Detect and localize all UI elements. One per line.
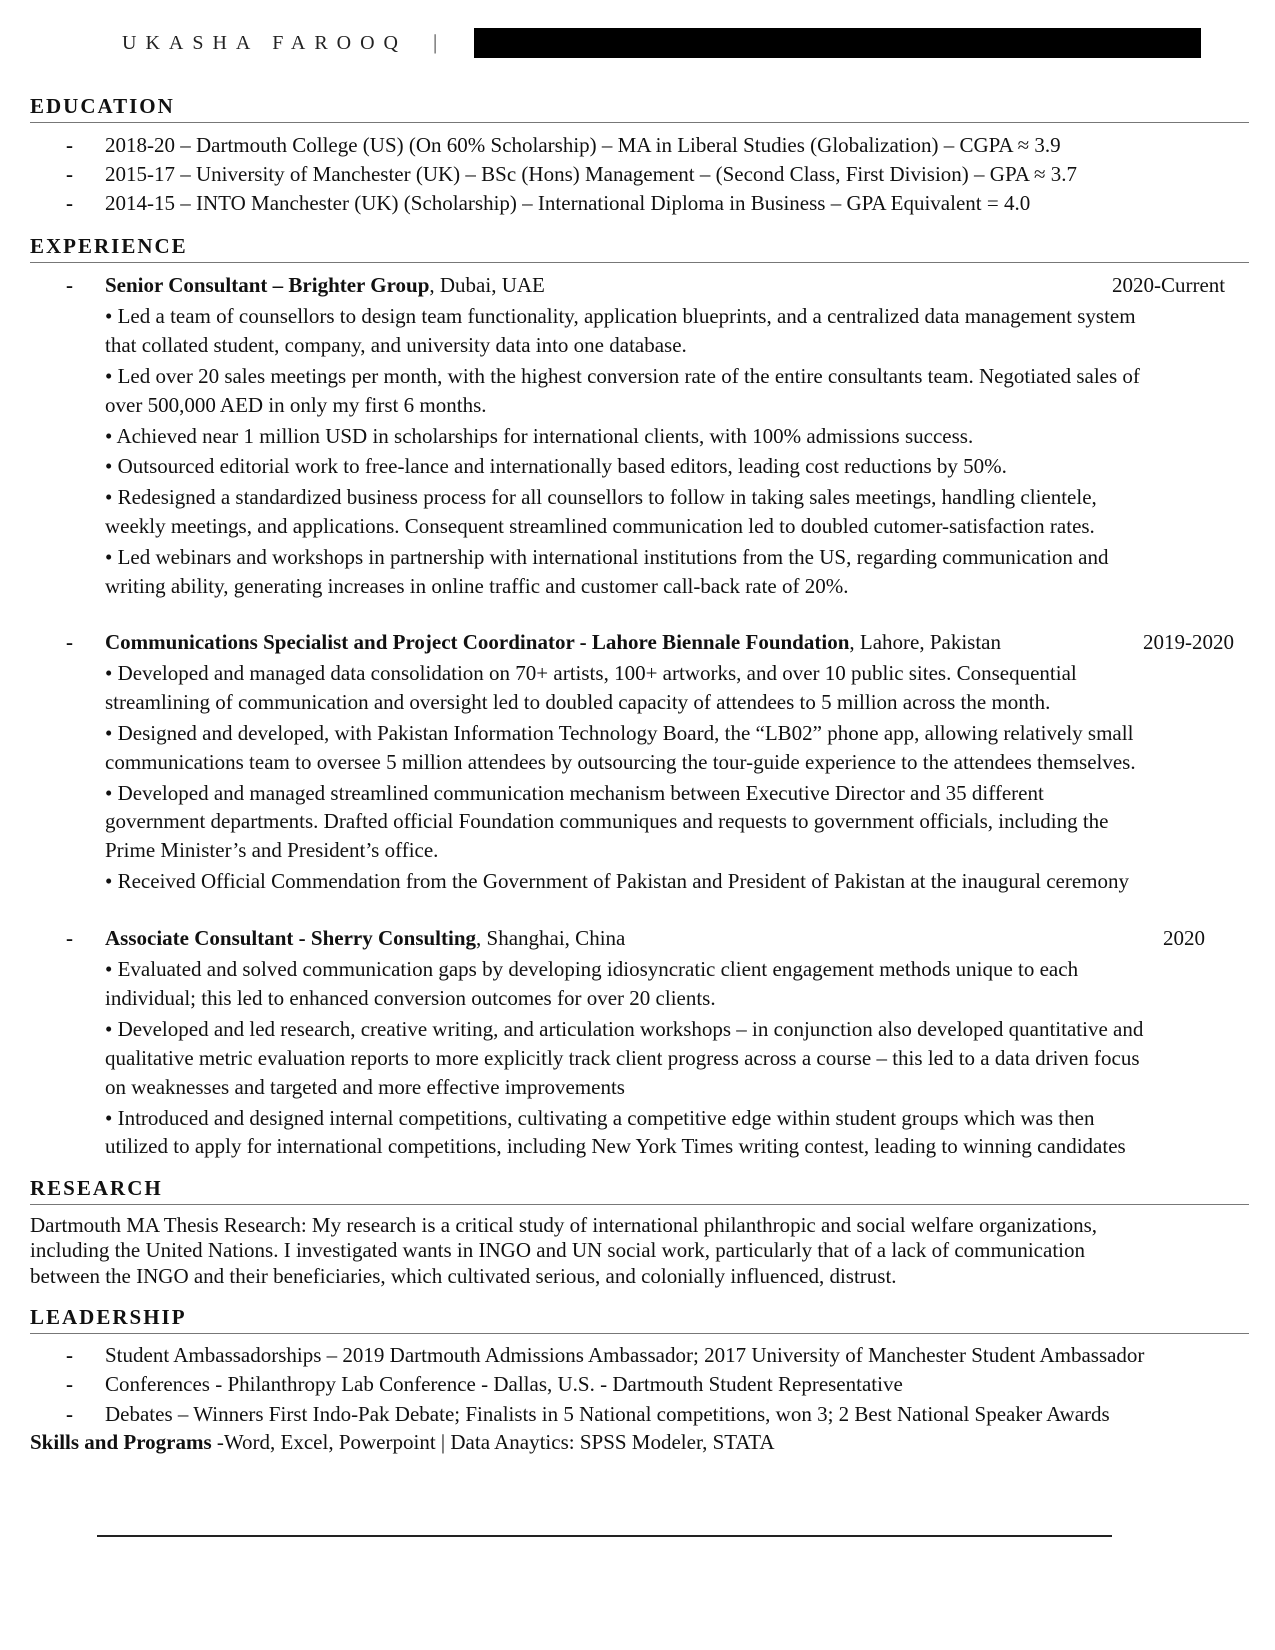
job-detail-line: • Led over 20 sales meetings per month, with the highest conversion rate of the entire consultants team. Negotiated sales of [105,364,1140,388]
dash-marker: - [66,630,73,654]
job-location: , Shanghai, China [476,926,626,950]
job-detail-line: that collated student, company, and university data into one database. [105,333,687,357]
job-detail-line: • Led webinars and workshops in partnership with international institutions from the US, regarding communication and [105,545,1109,569]
dash-marker: - [66,273,73,297]
research-line: between the INGO and their beneficiaries, which cultivated serious, and colonially influenced, distrust. [30,1264,897,1288]
job-detail-line: • Designed and developed, with Pakistan Information Technology Board, the “LB02” phone app, allowing relatively small [105,721,1134,745]
skills-text: -Word, Excel, Powerpoint | Data Anaytics: SPSS Modeler, STATA [211,1430,775,1454]
job-detail-line: • Developed and managed data consolidation on 70+ artists, 100+ artworks, and over 10 public sites. Consequential [105,661,1077,685]
header-separator: | [433,30,438,54]
job-detail-line: • Evaluated and solved communication gaps by developing idiosyncratic client engagement methods unique to each [105,957,1079,981]
job-title-line [105,627,1001,657]
job-location: , Lahore, Pakistan [849,630,1001,654]
skills-line [30,1427,1250,1457]
dash-marker: - [66,926,73,950]
job-detail-line: on weaknesses and targeted and more effective improvements [105,1075,625,1099]
job-date: 2020-Current [1112,273,1226,297]
job-title-line [105,270,545,300]
dash-marker: - [66,1343,73,1367]
job-title: Communications Specialist and Project Coordinator - Lahore Biennale Foundation [105,630,850,654]
section-heading-research: RESEARCH [30,1176,1249,1205]
job-detail-line: government departments. Drafted official Foundation communiques and requests to government officials, including the [105,809,1109,833]
dash-marker: - [66,1402,73,1426]
research-line: Dartmouth MA Thesis Research: My research is a critical study of international philanthropic and social welfare organizations, [30,1213,1097,1237]
candidate-name: UKASHA FAROOQ [122,32,407,54]
redacted-contact-bar [474,28,1201,58]
job-detail-line: individual; this led to enhanced conversion outcomes for over 20 clients. [105,986,716,1010]
job-detail-line: • Outsourced editorial work to free-lance and internationally based editors, leading cost reductions by 50%. [105,454,1007,478]
job-detail-line: qualitative metric evaluation reports to more explicitly track client progress across a course – this led to a data driven focus [105,1046,1140,1070]
job-title-line [105,923,625,953]
education-item-text: 2014-15 – INTO Manchester (UK) (Scholarship) – International Diploma in Business – GPA Equivalent = 4.0 [105,191,1031,215]
job-detail-line: • Introduced and designed internal competitions, cultivating a competitive edge within student groups which was then [105,1106,1095,1130]
job-detail-line: • Received Official Commendation from the Government of Pakistan and President of Pakistan at the inaugural ceremony [105,869,1130,893]
job-title: Associate Consultant - Sherry Consulting [105,926,477,950]
job-detail-line: weekly meetings, and applications. Consequent streamlined communication led to doubled cutomer-satisfaction rates. [105,514,1095,538]
education-item-text: 2015-17 – University of Manchester (UK) – BSc (Hons) Management – (Second Class, First Division) – GPA ≈ 3.7 [105,162,1077,186]
dash-marker: - [66,1372,73,1396]
job-detail-line: Prime Minister’s and President’s office. [105,838,439,862]
job-detail-line: communications team to oversee 5 million attendees by outsourcing the tour-guide experience to the attendees themselves. [105,750,1136,774]
leadership-item-text: Debates – Winners First Indo-Pak Debate; Finalists in 5 National competitions, won 3; 2 Best National Speaker Awards [105,1402,1110,1426]
research-line: including the United Nations. I investigated wants in INGO and UN social work, particularly that of a lack of communication [30,1238,1085,1262]
job-date: 2020 [1163,926,1205,950]
job-detail-line: streamlining of communication and oversight led to doubled capacity of attendees to 5 million across the month. [105,690,1051,714]
dash-marker: - [66,162,73,186]
job-detail-line: • Achieved near 1 million USD in scholarships for international clients, with 100% admissions success. [105,424,974,448]
skills-label: Skills and Programs [30,1430,212,1454]
job-date: 2019-2020 [1143,630,1234,654]
dash-marker: - [66,133,73,157]
job-detail-line: • Developed and managed streamlined communication mechanism between Executive Director and 35 different [105,781,1044,805]
section-heading-education: EDUCATION [30,94,1249,123]
section-heading-experience: EXPERIENCE [30,234,1249,263]
leadership-item-text: Conferences - Philanthropy Lab Conference - Dallas, U.S. - Dartmouth Student Representative [105,1372,903,1396]
job-detail-line: • Developed and led research, creative writing, and articulation workshops – in conjunction also developed quantitative and [105,1017,1144,1041]
job-detail-line: over 500,000 AED in only my first 6 months. [105,393,487,417]
job-detail-line: utilized to apply for international competitions, including New York Times writing contest, leading to winning candidates [105,1134,1126,1158]
job-detail-line: • Led a team of counsellors to design team functionality, application blueprints, and a centralized data management system [105,304,1136,328]
education-item-text: 2018-20 – Dartmouth College (US) (On 60% Scholarship) – MA in Liberal Studies (Globalization) – CGPA ≈ 3.9 [105,133,1061,157]
dash-marker: - [66,191,73,215]
job-title: Senior Consultant – Brighter Group [105,273,430,297]
footer-divider [97,1535,1112,1537]
section-heading-leadership: LEADERSHIP [30,1305,1249,1334]
job-detail-line: • Redesigned a standardized business process for all counsellors to follow in taking sales meetings, handling clientele, [105,485,1097,509]
leadership-item-text: Student Ambassadorships – 2019 Dartmouth Admissions Ambassador; 2017 University of Manchester Student Ambassador [105,1343,1145,1367]
job-location: , Dubai, UAE [429,273,545,297]
job-detail-line: writing ability, generating increases in online traffic and customer call-back rate of 20%. [105,574,849,598]
